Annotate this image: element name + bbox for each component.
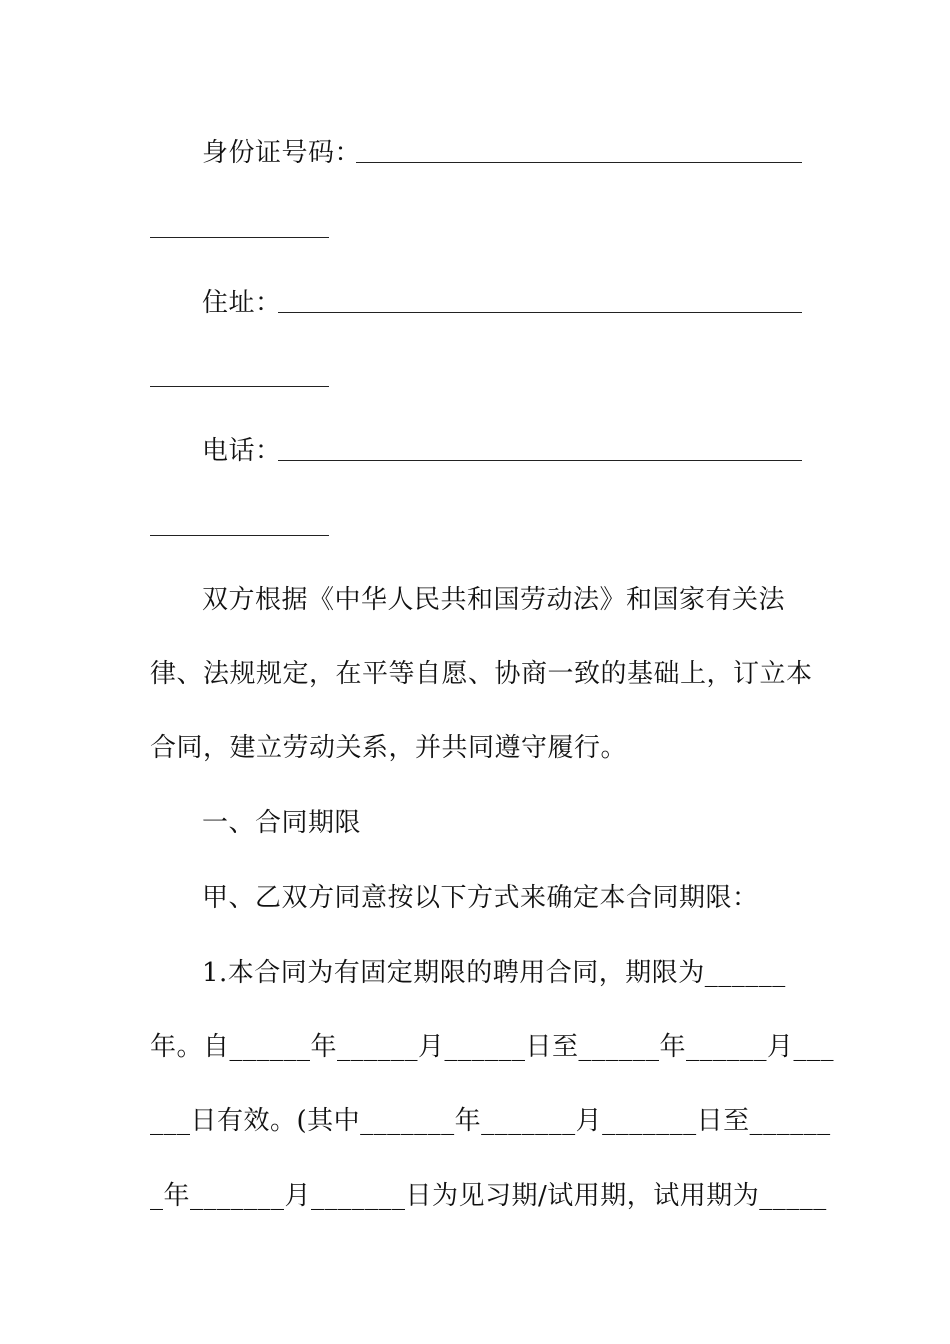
id-number-blank-continued bbox=[150, 237, 329, 238]
section-1-intro: 甲、乙双方同意按以下方式来确定本合同期限： bbox=[202, 883, 759, 913]
id-number-blank bbox=[356, 162, 802, 163]
clause-1-line-3: ___日有效。(其中_______年_______月_______日至______ bbox=[150, 1106, 831, 1136]
address-blank-continued bbox=[150, 386, 329, 387]
id-number-label: 身份证号码： bbox=[202, 138, 362, 168]
address-blank bbox=[278, 312, 802, 313]
clause-1-line-4: _年_______月_______日为见习期/试用期，试用期为_____ bbox=[150, 1181, 827, 1211]
phone-blank-continued bbox=[150, 535, 329, 536]
preamble-line-1: 双方根据《中华人民共和国劳动法》和国家有关法 bbox=[202, 585, 786, 615]
phone-blank bbox=[278, 460, 802, 461]
address-label: 住址： bbox=[202, 288, 282, 318]
phone-label: 电话： bbox=[202, 436, 282, 466]
clause-1-line-1: 1.本合同为有固定期限的聘用合同，期限为______ bbox=[202, 958, 786, 988]
preamble-line-2: 律、法规规定，在平等自愿、协商一致的基础上，订立本 bbox=[150, 659, 813, 689]
section-1-heading: 一、合同期限 bbox=[202, 808, 362, 838]
preamble-line-3: 合同，建立劳动关系，并共同遵守履行。 bbox=[150, 733, 628, 763]
clause-1-line-2: 年。自______年______月______日至______年______月___ bbox=[150, 1032, 835, 1062]
